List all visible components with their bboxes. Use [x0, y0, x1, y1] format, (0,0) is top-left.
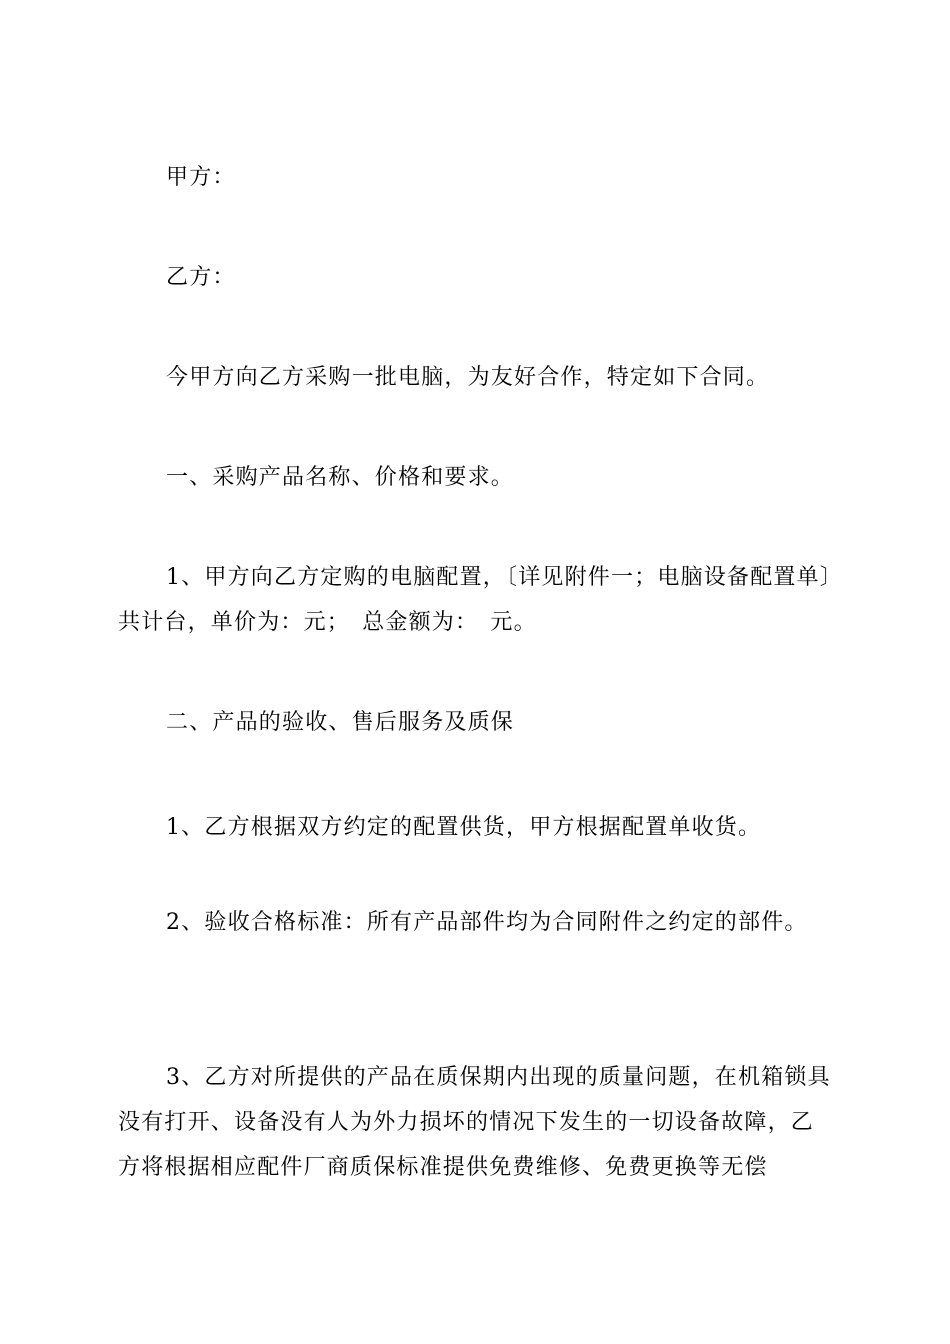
party-b-line: 乙方： — [166, 265, 236, 290]
contract-intro: 今甲方向乙方采购一批电脑，为友好合作，特定如下合同。 — [166, 365, 770, 390]
section-2-clause-2: 2、验收合格标准：所有产品部件均为合同附件之约定的部件。 — [166, 910, 808, 935]
party-a-line: 甲方： — [166, 165, 236, 190]
section-2-heading: 二、产品的验收、售后服务及质保 — [166, 710, 515, 735]
section-1-heading: 一、采购产品名称、价格和要求。 — [166, 465, 515, 490]
section-2-clause-3: 3、乙方对所提供的产品在质保期内出现的质量问题，在机箱锁具没有打开、设备没有人为外力损坏的情况下发生的一切设备故障，乙方将根据相应配件厂商质保标准提供免费维修、免费更换等无偿 — [118, 1065, 831, 1180]
section-2-clause-1: 1、乙方根据双方约定的配置供货，甲方根据配置单收货。 — [166, 815, 762, 840]
section-1-clause-1: 1、甲方向乙方定购的电脑配置，〔详见附件一；电脑设备配置单〕共计台，单价为：元； 总金额为： 元。 — [118, 565, 832, 635]
